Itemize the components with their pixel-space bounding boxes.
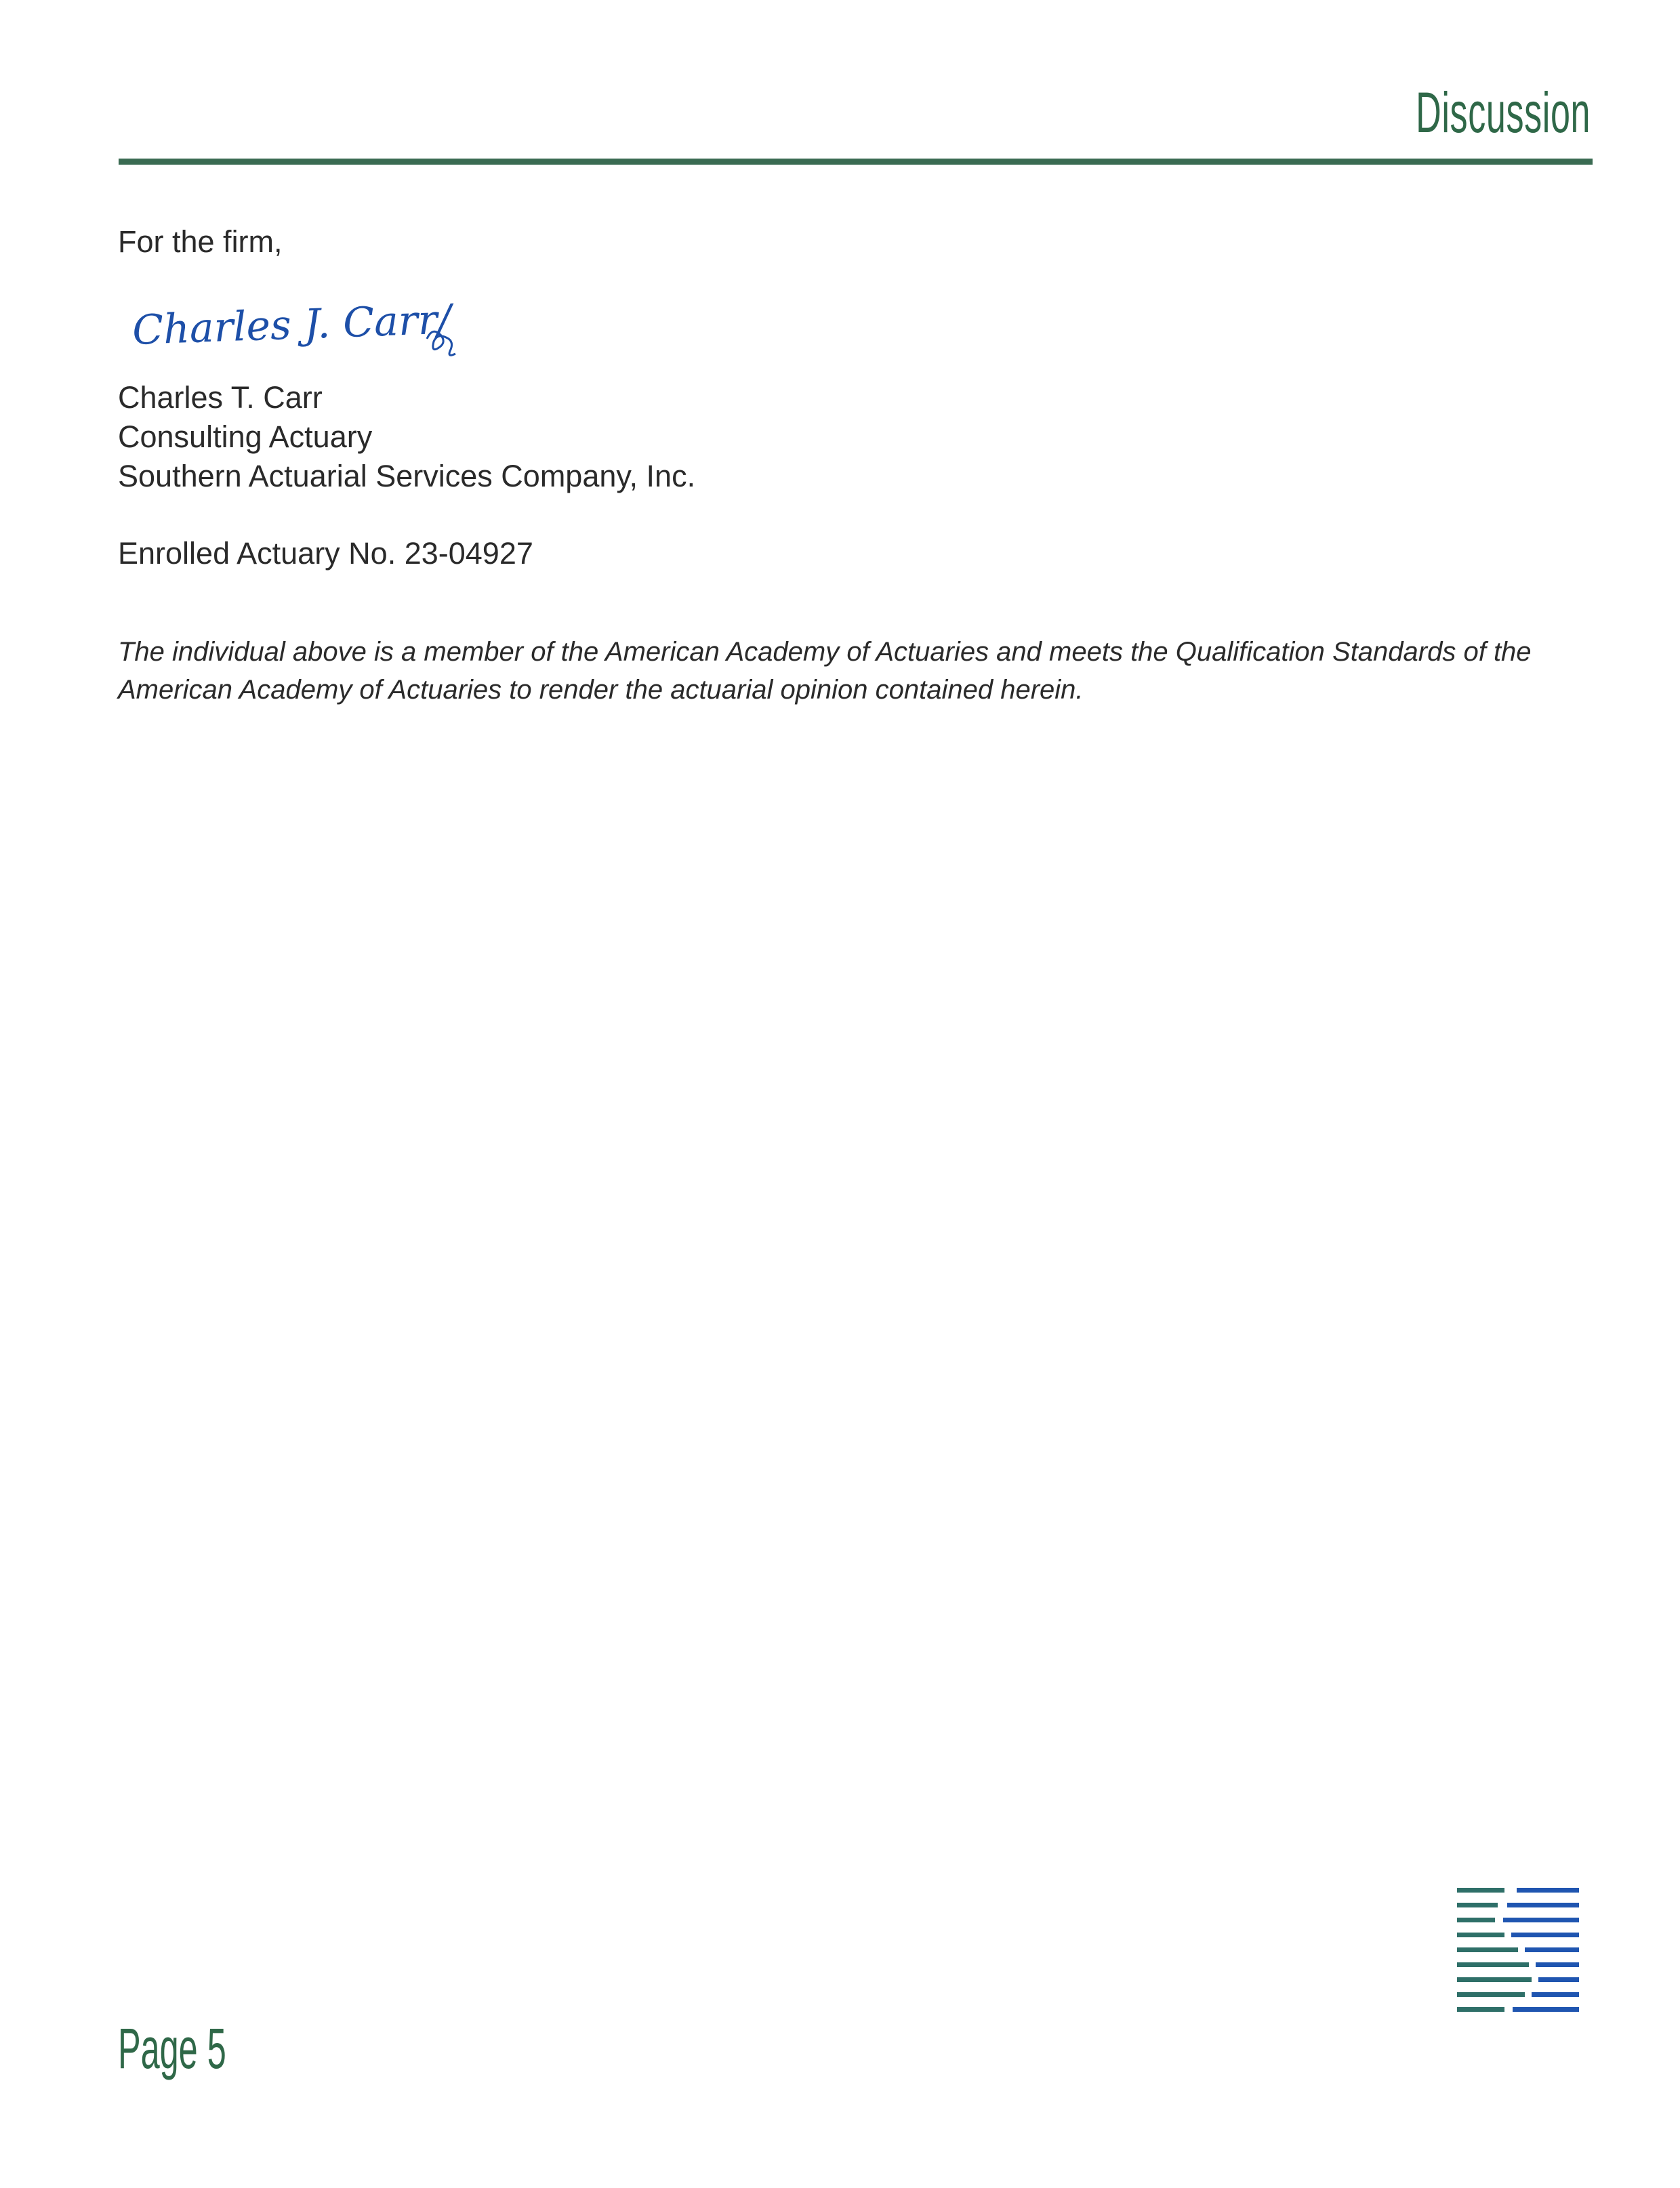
signer-title: Consulting Actuary: [118, 419, 373, 454]
section-title: Discussion: [1415, 81, 1591, 144]
qualification-statement: The individual above is a member of the American Academy of Actuaries and meets the Qualification Standards of the American Academy of Actuaries to render the actuarial opinion contained herein.: [118, 637, 1532, 705]
company-logo-icon: [1457, 1886, 1579, 2019]
company-name: Southern Actuarial Services Company, Inc.: [118, 459, 696, 493]
page-number: Page 5: [118, 2017, 226, 2080]
enrolled-actuary-number: Enrolled Actuary No. 23-04927: [118, 536, 533, 571]
letter-closing: For the firm,: [118, 224, 283, 259]
handwritten-signature: [129, 291, 481, 376]
signer-block: [118, 378, 695, 496]
svg-text:Charles J. Carr/: Charles J. Carr/: [131, 295, 452, 354]
header-divider: [119, 159, 1593, 165]
signer-name: Charles T. Carr: [118, 380, 323, 415]
